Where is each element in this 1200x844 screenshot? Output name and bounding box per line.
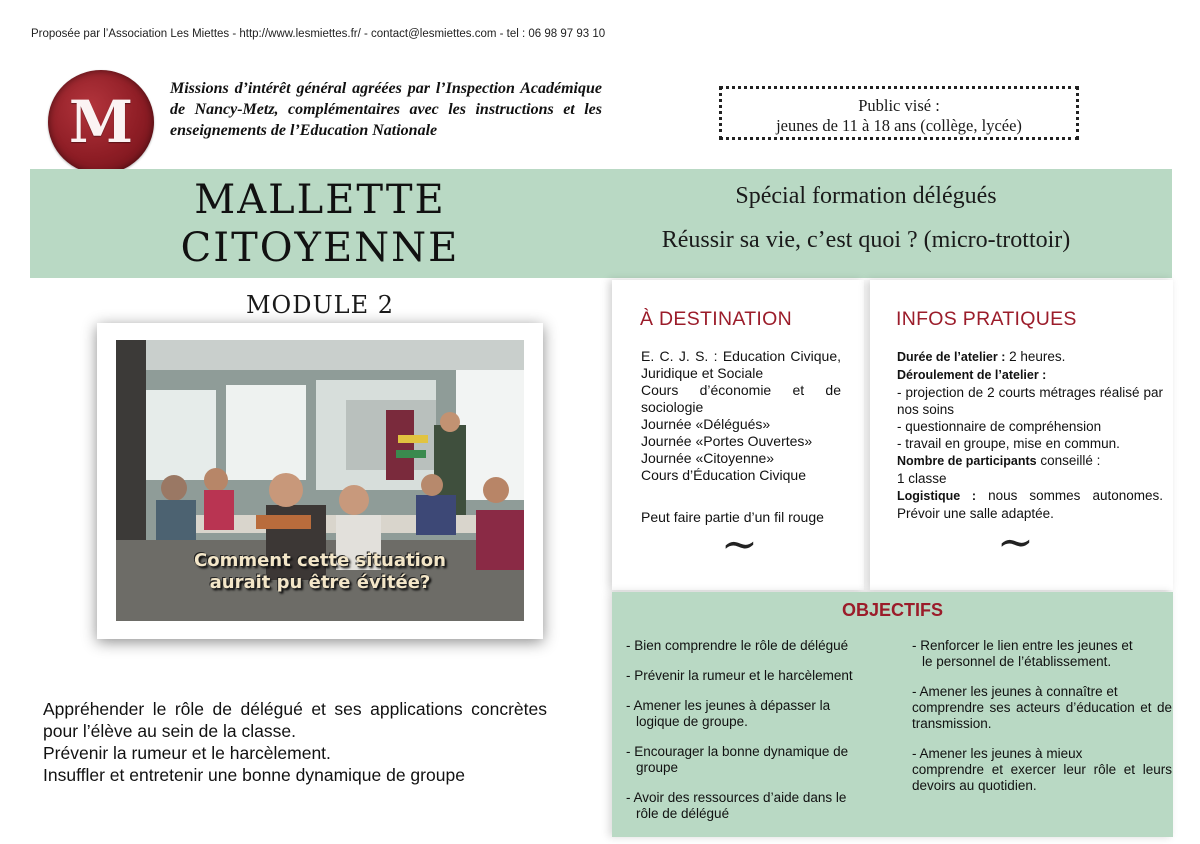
photo-caption-line-2: aurait pu être évitée? — [209, 572, 431, 593]
objectif-text-cont: groupe — [636, 760, 679, 775]
destination-note: Peut faire partie d’un fil rouge — [641, 509, 824, 525]
objectif-text: - Prévenir la rumeur et le harcèlement — [626, 668, 853, 683]
public-vise-title: Public visé : — [858, 96, 940, 115]
deroulement-item: - projection de 2 courts métrages réalisé par nos soins — [897, 385, 1163, 417]
objectif-text: - Amener les jeunes à mieux — [912, 746, 1083, 761]
objectif-item — [912, 638, 1172, 670]
duree-row — [897, 348, 1163, 366]
objectif-text-cont: le personnel de l’établissement. — [922, 654, 1112, 669]
destination-item: Journée «Portes Ouvertes» — [641, 433, 813, 449]
deroulement-item: - travail en groupe, mise en commun. — [897, 436, 1120, 451]
participants-suffix: conseillé : — [1036, 453, 1101, 468]
destination-item: Journée «Citoyenne» — [641, 450, 775, 466]
classroom-photo — [116, 340, 524, 621]
objectifs-heading: OBJECTIFS — [841, 600, 943, 620]
photo-caption — [122, 550, 518, 594]
objectif-text-cont: logique de groupe. — [636, 714, 748, 729]
description-line-1: Appréhender le rôle de délégué et ses applications concrètes pour l’élève au sein de la classe. — [43, 699, 547, 741]
deroulement-label: Déroulement de l’atelier : — [897, 368, 1047, 382]
destination-heading: À DESTINATION — [640, 308, 792, 330]
infos-pratiques-list — [897, 348, 1163, 568]
infos-pratiques-heading: INFOS PRATIQUES — [896, 308, 1077, 330]
objectif-text: - Encourager la bonne dynamique de — [626, 744, 849, 759]
objectif-item — [912, 746, 1172, 794]
destination-item: E. C. J. S. : Education Civique, Juridique et Sociale — [641, 348, 841, 381]
destination-item: Cours d’Éducation Civique — [641, 467, 806, 483]
subtitle-reussir: Réussir sa vie, c’est quoi ? (micro-trottoir) — [661, 227, 1071, 253]
objectif-text: - Amener les jeunes à dépasser la — [626, 698, 831, 713]
destination-item: Journée «Délégués» — [641, 416, 771, 432]
photo-caption-line-1: Comment cette situation — [194, 550, 446, 571]
logistique-value: nous sommes autonomes. Prévoir une salle adaptée. — [897, 488, 1163, 521]
objectif-item — [626, 744, 886, 776]
subtitle-formation: Spécial formation délégués — [735, 183, 997, 209]
objectif-text: - Avoir des ressources d’aide dans le — [626, 790, 847, 805]
objectif-item — [626, 668, 886, 684]
public-vise-box — [719, 86, 1079, 140]
duree-value: 2 heures. — [1005, 349, 1066, 364]
objectif-item — [626, 698, 886, 730]
objectif-text: - Amener les jeunes à connaître et — [912, 684, 1118, 699]
module-label: MODULE 2 — [245, 291, 395, 319]
logistique-label: Logistique : — [897, 489, 977, 503]
les-miettes-logo — [48, 70, 154, 174]
destination-list — [641, 348, 841, 570]
objectif-text-cont: comprendre et exercer leur rôle et leurs devoirs au quotidien. — [912, 762, 1172, 793]
destination-item: Cours d’économie et de sociologie — [641, 382, 841, 415]
logo-letter: M — [68, 88, 134, 156]
objectif-text: - Renforcer le lien entre les jeunes et — [912, 638, 1133, 653]
objectif-item — [912, 684, 1172, 732]
description-line-2: Prévenir la rumeur et le harcèlement. — [43, 743, 331, 763]
association-contact-line: Proposée par l’Association Les Miettes - http://www.lesmiettes.fr/ - contact@lesmiettes.com - tel : 06 98 97 93 10 — [31, 28, 606, 40]
tilde-ornament-icon: ~ — [721, 519, 758, 570]
deroulement-item: - questionnaire de compréhension — [897, 419, 1102, 434]
participants-label: Nombre de participants — [897, 454, 1037, 468]
objectif-item — [626, 638, 886, 654]
objectif-text-cont: comprendre ses acteurs d’éducation et de transmission. — [912, 700, 1172, 731]
participants-value: 1 classe — [897, 471, 947, 486]
title-line-1: MALLETTE — [194, 177, 446, 223]
objectif-item — [626, 790, 886, 822]
missions-statement: Missions d’intérêt général agréées par l’Inspection Académique de Nancy-Metz, complémentaires avec les instructions et les enseignements de l’Education Nationale — [170, 80, 602, 139]
objectif-text-cont: rôle de délégué — [636, 806, 730, 821]
objectifs-right-column — [912, 638, 1172, 808]
description-text — [43, 698, 547, 786]
objectifs-left-column — [626, 638, 886, 836]
duree-label: Durée de l’atelier : — [897, 350, 1006, 364]
tilde-ornament-icon: ~ — [997, 517, 1034, 568]
participants-row — [897, 452, 1163, 470]
page-title — [150, 176, 490, 272]
public-vise-text: jeunes de 11 à 18 ans (collège, lycée) — [776, 116, 1022, 135]
deroulement-row — [897, 366, 1163, 384]
description-line-3: Insuffler et entretenir une bonne dynamique de groupe — [43, 765, 465, 785]
objectif-text: - Bien comprendre le rôle de délégué — [626, 638, 849, 653]
title-line-2: CITOYENNE — [180, 225, 460, 271]
